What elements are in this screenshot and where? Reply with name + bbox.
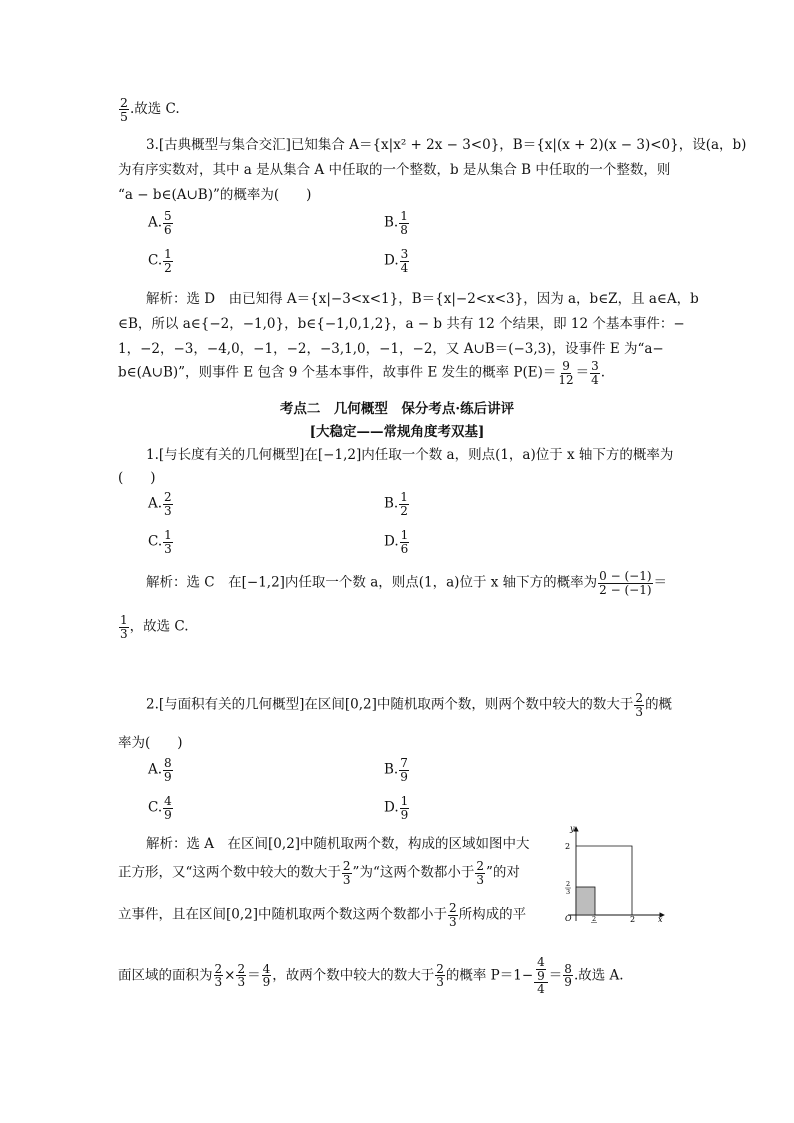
x-tick-23-num: 2 bbox=[592, 915, 597, 923]
q2-line1: 2.[与面积有关的几何概型]在区间[0,2]中随机取两个数，则两个数中较大的数大于 $\frac{2}{3}$ 的概 bbox=[146, 691, 673, 719]
y-tick-2: 2 bbox=[565, 842, 571, 851]
q3-option-a: A. $\frac{5}{6}$ bbox=[148, 209, 172, 237]
x-tick-2: 2 bbox=[630, 915, 636, 923]
q3-line3: “a − b∈(A∪B)”的概率为( ) bbox=[118, 187, 312, 203]
q2-option-c: C. $\frac{4}{9}$ bbox=[148, 794, 172, 822]
section-subtitle: [大稳定——常规角度考双基] bbox=[309, 424, 485, 440]
small-square-shaded bbox=[576, 887, 595, 915]
q1-option-a: A. $\frac{2}{3}$ bbox=[148, 490, 172, 518]
q2-option-a: A. $\frac{8}{9}$ bbox=[148, 756, 172, 784]
nested-fraction: $\frac{\frac{4}{9}}{4}$ bbox=[534, 956, 548, 996]
square-region-figure bbox=[548, 823, 668, 923]
y-label: y bbox=[570, 824, 575, 833]
q3-solution-line3: 1，−2，−3，−4,0，−1，−2，−3,1,0，−1，−2，又 A∪B＝(−3,3)，设事件 E 为“a− bbox=[118, 341, 664, 357]
x-label: x bbox=[658, 915, 663, 923]
q2-line2: 率为( ) bbox=[118, 735, 183, 751]
q3-option-d: D. $\frac{3}{4}$ bbox=[384, 247, 409, 275]
y-tick-23-den: 3 bbox=[566, 888, 571, 896]
q2-solution-line4: 面区域的面积为 $\frac{2}{3}$ × $\frac{2}{3}$ ＝ $\frac{4}{9}$ ，故两个数中较大的数大于 $\frac{2}{3}$ 的概率 P＝1− $\frac{\frac{4}{9}}{4}$ ＝ $\frac{8}{9}$ .故选 A. bbox=[118, 955, 624, 997]
prev-answer-line: $\frac{2}{5}$ .故选 C. bbox=[120, 95, 180, 125]
q1-line2: ( ) bbox=[118, 470, 156, 486]
q3-line1: 3.[古典概型与集合交汇]已知集合 A＝{x|x² + 2x − 3<0}，B＝{x|(x + 2)(x − 3)<0}，设(a，b) bbox=[146, 137, 747, 153]
q1-option-b: B. $\frac{1}{2}$ bbox=[384, 490, 408, 518]
q3-line2: 为有序实数对，其中 a 是从集合 A 中任取的一个整数，b 是从集合 B 中任取的一个整数，则 bbox=[118, 162, 671, 178]
q3-solution-line1: 解析：选 D 由已知得 A＝{x|−3<x<1}，B＝{x|−2<x<3}，因为 a，b∈Z，且 a∈A，b bbox=[146, 291, 699, 307]
q2-solution-line2: 正方形，又“这两个数中较大的数大于 $\frac{2}{3}$ ”为“这两个数都小于 $\frac{2}{3}$ ”的对 bbox=[118, 859, 520, 887]
q1-option-c: C. $\frac{1}{3}$ bbox=[148, 528, 172, 556]
q2-solution-line1: 解析：选 A 在区间[0,2]中随机取两个数，构成的区域如图中大 bbox=[146, 836, 530, 852]
q1-line1: 1.[与长度有关的几何概型]在[−1,2]内任取一个数 a，则点(1，a)位于 x 轴下方的概率为 bbox=[146, 447, 674, 463]
q3-option-c: C. $\frac{1}{2}$ bbox=[148, 247, 172, 275]
q3-solution-line4: b∈(A∪B)”，则事件 E 包含 9 个基本事件，故事件 E 发生的概率 P(E)＝ $\frac{9}{12}$ ＝ $\frac{3}{4}$ . bbox=[118, 359, 606, 387]
q2-option-d: D. $\frac{1}{9}$ bbox=[384, 794, 409, 822]
q1-option-d: D. $\frac{1}{6}$ bbox=[384, 528, 409, 556]
q2-solution-line3: 立事件，且在区间[0,2]中随机取两个数这两个数都小于 $\frac{2}{3}$ 所构成的平 bbox=[118, 901, 527, 929]
origin-label: O bbox=[565, 914, 572, 923]
q1-solution-line1: 解析：选 C 在[−1,2]内任取一个数 a，则点(1，a)位于 x 轴下方的概率为 $\frac{0 - (-1)}{2 - (-1)}$ ＝ bbox=[146, 569, 668, 597]
q3-option-b: B. $\frac{1}{8}$ bbox=[384, 209, 408, 237]
q2-option-b: B. $\frac{7}{9}$ bbox=[384, 756, 408, 784]
y-tick-23-num: 2 bbox=[566, 880, 571, 888]
q1-solution-line2: $\frac{1}{3}$ ，故选 C. bbox=[120, 613, 189, 641]
q3-solution-line2: ∈B，所以 a∈{−2，−1,0}，b∈{−1,0,1,2}，a − b 共有 12 个结果，即 12 个基本事件：− bbox=[118, 316, 685, 332]
section-title: 考点二 几何概型 保分考点·练后讲评 bbox=[279, 401, 515, 417]
fraction: $\frac{2}{5}$ bbox=[120, 95, 128, 125]
